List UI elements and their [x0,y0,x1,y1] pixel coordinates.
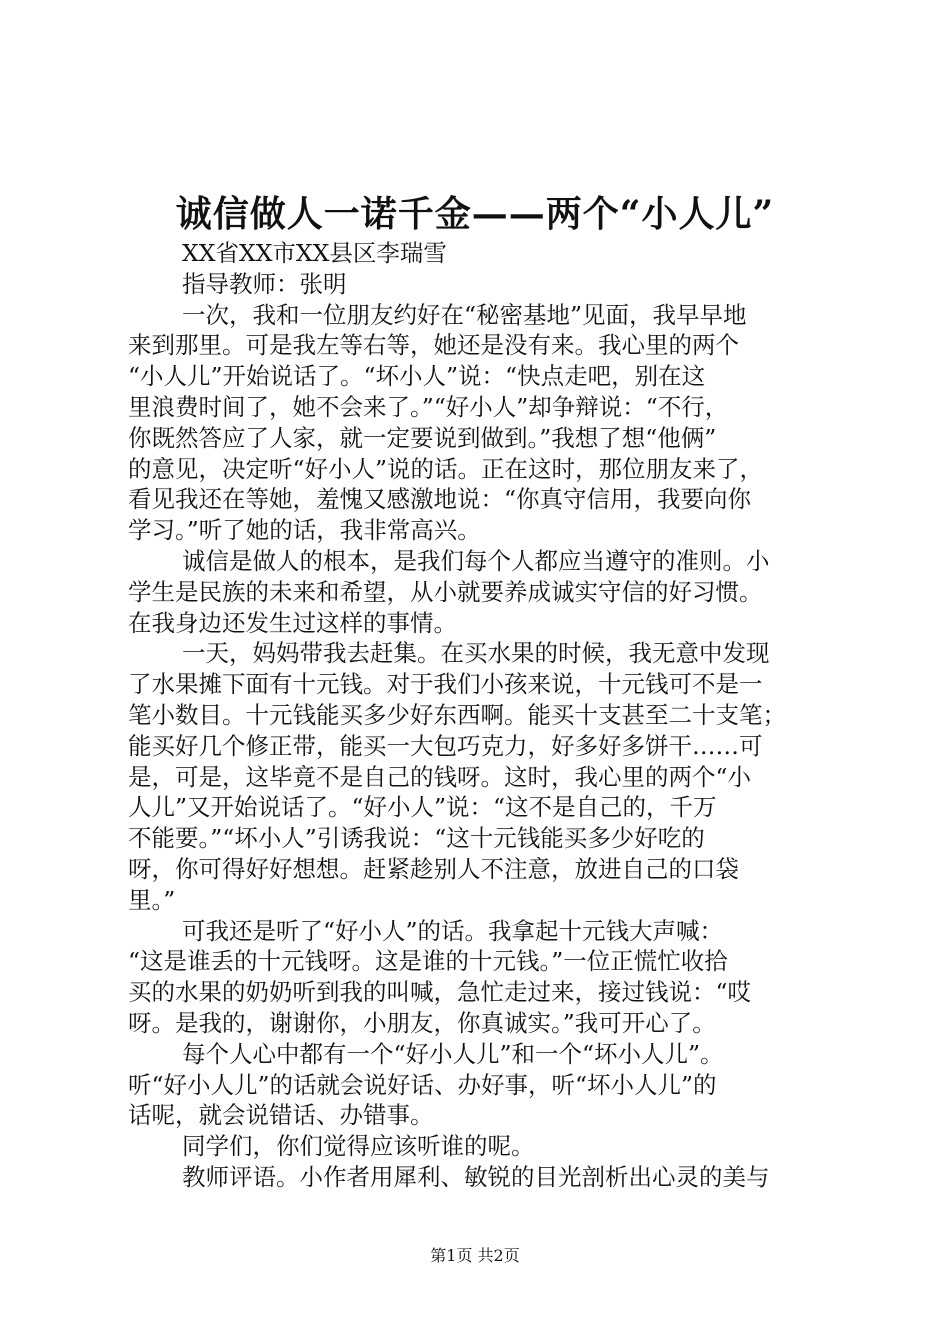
text-line: 学生是民族的未来和希望，从小就要养成诚实守信的好习惯。 [128,577,763,606]
text-line: 里。” [128,885,176,914]
text-line: 可我还是听了“好小人”的话。我拿起十元钱大声喊： [182,916,724,945]
document-body [128,238,828,1193]
text-line: 在我身边还发生过这样的事情。 [128,608,457,637]
text-line: 学习。”听了她的话，我非常高兴。 [128,516,481,545]
text-line: 一天，妈妈带我去赶集。在买水果的时候，我无意中发现 [182,639,770,668]
text-line: “这是谁丢的十元钱呀。这是谁的十元钱。”一位正慌忙收拾 [128,947,728,976]
text-line: 来到那里。可是我左等右等，她还是没有来。我心里的两个 [128,331,739,360]
text-line: 诚信是做人的根本，是我们每个人都应当遵守的准则。小 [182,546,770,575]
text-line: 笔小数目。十元钱能买多少好东西啊。能买十支甚至二十支笔； [128,700,786,729]
text-line: 话呢，就会说错话、办错事。 [128,1101,434,1130]
text-line: 里浪费时间了，她不会来了。”“好小人”却争辩说：“不行， [128,392,729,421]
text-line: 一次，我和一位朋友约好在“秘密基地”见面，我早早地 [182,300,747,329]
teacher-line: 指导教师：张明 [182,269,347,298]
essay-text [128,300,828,1193]
page-footer: 第1页 共2页 [430,1246,520,1265]
text-line: 看见我还在等她，羞愧又感激地说：“你真守信用，我要向你 [128,485,752,514]
text-line: 呀。是我的，谢谢你，小朋友，你真诚实。”我可开心了。 [128,1008,716,1037]
text-line: 是，可是，这毕竟不是自己的钱呀。这时，我心里的两个“小 [128,762,752,791]
text-line: 你既然答应了人家，就一定要说到做到。”我想了想“他俩” [128,423,717,452]
text-line: 同学们，你们觉得应该听谁的呢。 [182,1132,535,1161]
text-line: 能买好几个修正带，能买一大包巧克力，好多好多饼干……可 [128,731,763,760]
text-line: 人儿”又开始说话了。“好小人”说：“这不是自己的，千万 [128,793,717,822]
text-line: 了水果摊下面有十元钱。对于我们小孩来说，十元钱可不是一 [128,670,763,699]
author-line: XX省XX市XX县区李瑞雪 [182,239,447,267]
text-line: 听“好小人儿”的话就会说好话、办好事，听“坏小人儿”的 [128,1070,717,1099]
text-line: 的意见，决定听“好小人”说的话。正在这时，那位朋友来了， [128,454,764,483]
text-line: 呀，你可得好好想想。赶紧趁别人不注意，放进自己的口袋 [128,854,739,883]
text-line: 教师评语。小作者用犀利、敏锐的目光剖析出心灵的美与 [182,1162,770,1191]
text-line: 买的水果的奶奶听到我的叫喊，急忙走过来，接过钱说：“哎 [128,978,752,1007]
text-line: 不能要。”“坏小人”引诱我说：“这十元钱能买多少好吃的 [128,824,705,853]
text-line: 每个人心中都有一个“好小人儿”和一个“坏小人儿”。 [182,1039,724,1068]
text-line: “小人儿”开始说话了。“坏小人”说：“快点走吧，别在这 [128,362,706,391]
document-title: 诚信做人一诺千金——两个“小人儿” [175,193,775,235]
